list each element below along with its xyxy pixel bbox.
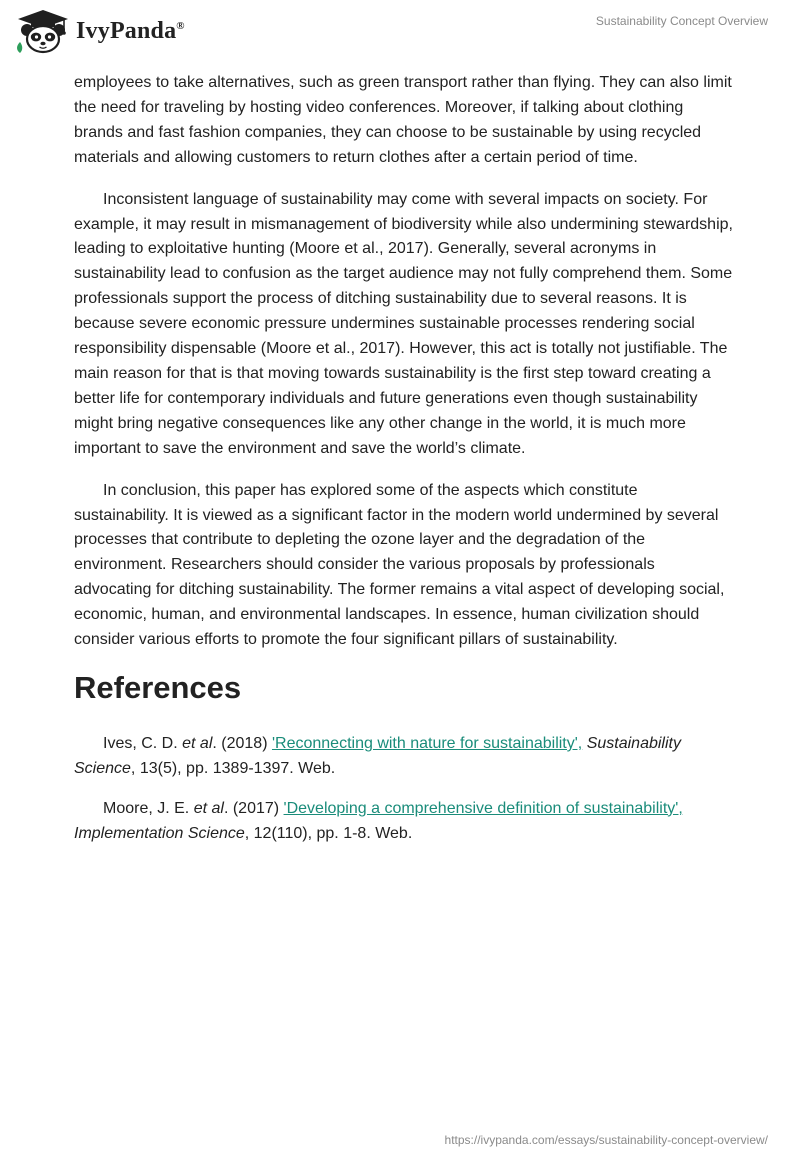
source-url[interactable]: https://ivypanda.com/essays/sustainability-concept-overview/ xyxy=(444,1133,768,1147)
reference-year: . (2017) xyxy=(223,799,284,817)
reference-title-link[interactable]: 'Reconnecting with nature for sustainability', xyxy=(271,734,583,752)
reference-authors: Ives, C. D. xyxy=(103,734,183,752)
panda-graduate-icon xyxy=(14,8,72,54)
reference-journal: Sustainability Science xyxy=(74,734,681,777)
body-paragraph: In conclusion, this paper has explored some of the aspects which constitute sustainability. It is viewed as a significant factor in the modern world undermined by several processes that contribute to depleting the ozone layer and the degradation of the environment. Researchers should consider the various proposals by professionals advocating for ditching sustainability. The former remains a vital aspect of developing social, economic, human, and environmental landscapes. In essence, human civilization should consider various efforts to promote the four significant pillars of sustainability. xyxy=(74,481,725,649)
trademark-symbol: ® xyxy=(176,19,185,32)
reference-details: , 12(110), pp. 1-8. Web. xyxy=(244,824,413,842)
reference-journal: Implementation Science xyxy=(74,824,245,842)
reference-year: . (2018) xyxy=(212,734,272,752)
document-title: Sustainability Concept Overview xyxy=(595,14,768,28)
ivypanda-logo[interactable] xyxy=(14,8,185,54)
page-header xyxy=(0,0,800,64)
reference-details: , 13(5), pp. 1389-1397. Web. xyxy=(130,759,336,777)
reference-authors: Moore, J. E. xyxy=(103,799,194,817)
brand-name: IvyPanda® xyxy=(76,17,185,44)
reference-etal: et al xyxy=(182,734,213,752)
reference-title-link[interactable]: 'Developing a comprehensive definition of sustainability', xyxy=(283,799,683,817)
body-paragraph: Inconsistent language of sustainability may come with several impacts on society. For example, it may result in mismanagement of biodiversity while also undermining stewardship, leading to exploitative hunting (Moore et al., 2017). Generally, several acronyms in sustainability lead to confusion as the target audience may not fully comprehend them. Some professionals support the process of ditching sustainability due to several reasons. It is because severe economic pressure undermines sustainable processes rendering social responsibility dispensable (Moore et al., 2017). However, this act is totally not justifiable. The main reason for that is that moving towards sustainability is the first step toward creating a better life for contemporary individuals and future generations even though sustainability might bring negative consequences like any other change in the world, it is much more important to save the environment and save the world’s climate. xyxy=(74,190,733,457)
reference-etal: et al xyxy=(193,799,224,817)
references-heading: References xyxy=(74,669,242,705)
essay-body xyxy=(74,71,734,862)
reference-entry xyxy=(74,732,734,782)
body-paragraph: employees to take alternatives, such as green transport rather than flying. They can also limit the need for traveling by hosting video conferences. Moreover, if talking about clothing brands and fast fashion companies, they can choose to be sustainable by using recycled materials and allowing customers to return clothes after a certain period of time. xyxy=(74,74,732,166)
reference-entry xyxy=(74,797,734,847)
